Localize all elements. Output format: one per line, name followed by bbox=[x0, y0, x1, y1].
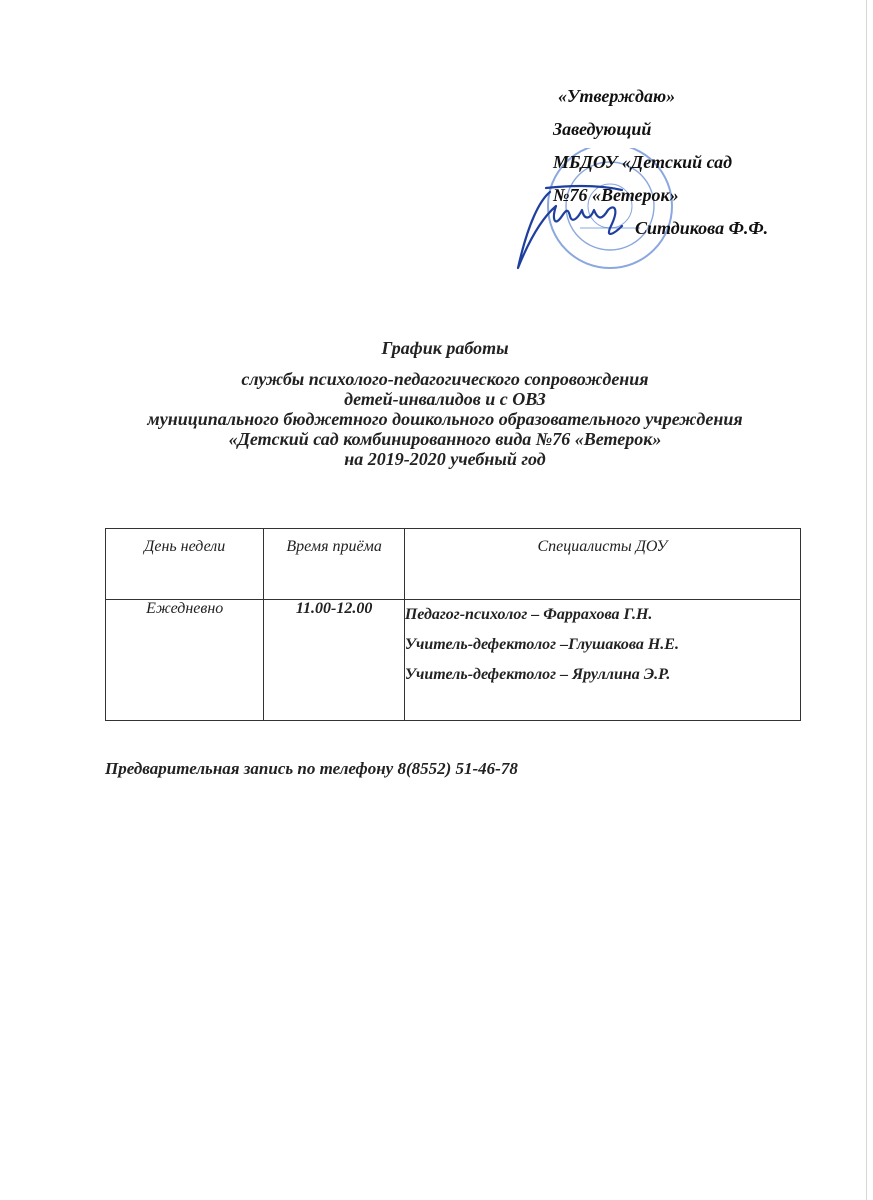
header-time: Время приёма bbox=[264, 529, 404, 600]
table-header-row bbox=[106, 529, 801, 600]
specialist-entry: Педагог-психолог – Фаррахова Г.Н. bbox=[404, 606, 653, 623]
scan-edge-line bbox=[866, 0, 867, 1200]
specialist-entry: Учитель-дефектолог – Яруллина Э.Р. bbox=[404, 666, 671, 683]
approval-block bbox=[553, 80, 853, 245]
cell-specialists bbox=[404, 600, 800, 721]
title-line: детей-инвалидов и с ОВЗ bbox=[344, 389, 546, 409]
schedule-table bbox=[105, 528, 801, 721]
cell-day: Ежедневно bbox=[106, 600, 264, 721]
approval-title: «Утверждаю» bbox=[558, 86, 676, 106]
header-day: День недели bbox=[106, 529, 264, 600]
specialist-entry: Учитель-дефектолог –Глушакова Н.Е. bbox=[404, 636, 679, 653]
approval-org-line2: №76 «Ветерок» bbox=[553, 185, 679, 205]
document-title-block bbox=[100, 337, 790, 469]
approval-signatory: Ситдикова Ф.Ф. bbox=[635, 218, 769, 238]
approval-position: Заведующий bbox=[553, 119, 652, 139]
table-row bbox=[106, 600, 801, 721]
title-line: муниципального бюджетного дошкольного образовательного учреждения bbox=[147, 409, 743, 429]
header-specialists: Специалисты ДОУ bbox=[404, 529, 800, 600]
cell-time: 11.00-12.00 bbox=[264, 600, 404, 721]
title-line: «Детский сад комбинированного вида №76 «Ветерок» bbox=[228, 429, 662, 449]
document-heading: График работы bbox=[381, 338, 509, 358]
approval-org-line1: МБДОУ «Детский сад bbox=[553, 152, 733, 172]
phone-note: Предварительная запись по телефону 8(8552) 51-46-78 bbox=[105, 759, 518, 778]
title-line: службы психолого-педагогического сопровождения bbox=[241, 369, 649, 389]
title-line: на 2019-2020 учебный год bbox=[344, 449, 546, 469]
